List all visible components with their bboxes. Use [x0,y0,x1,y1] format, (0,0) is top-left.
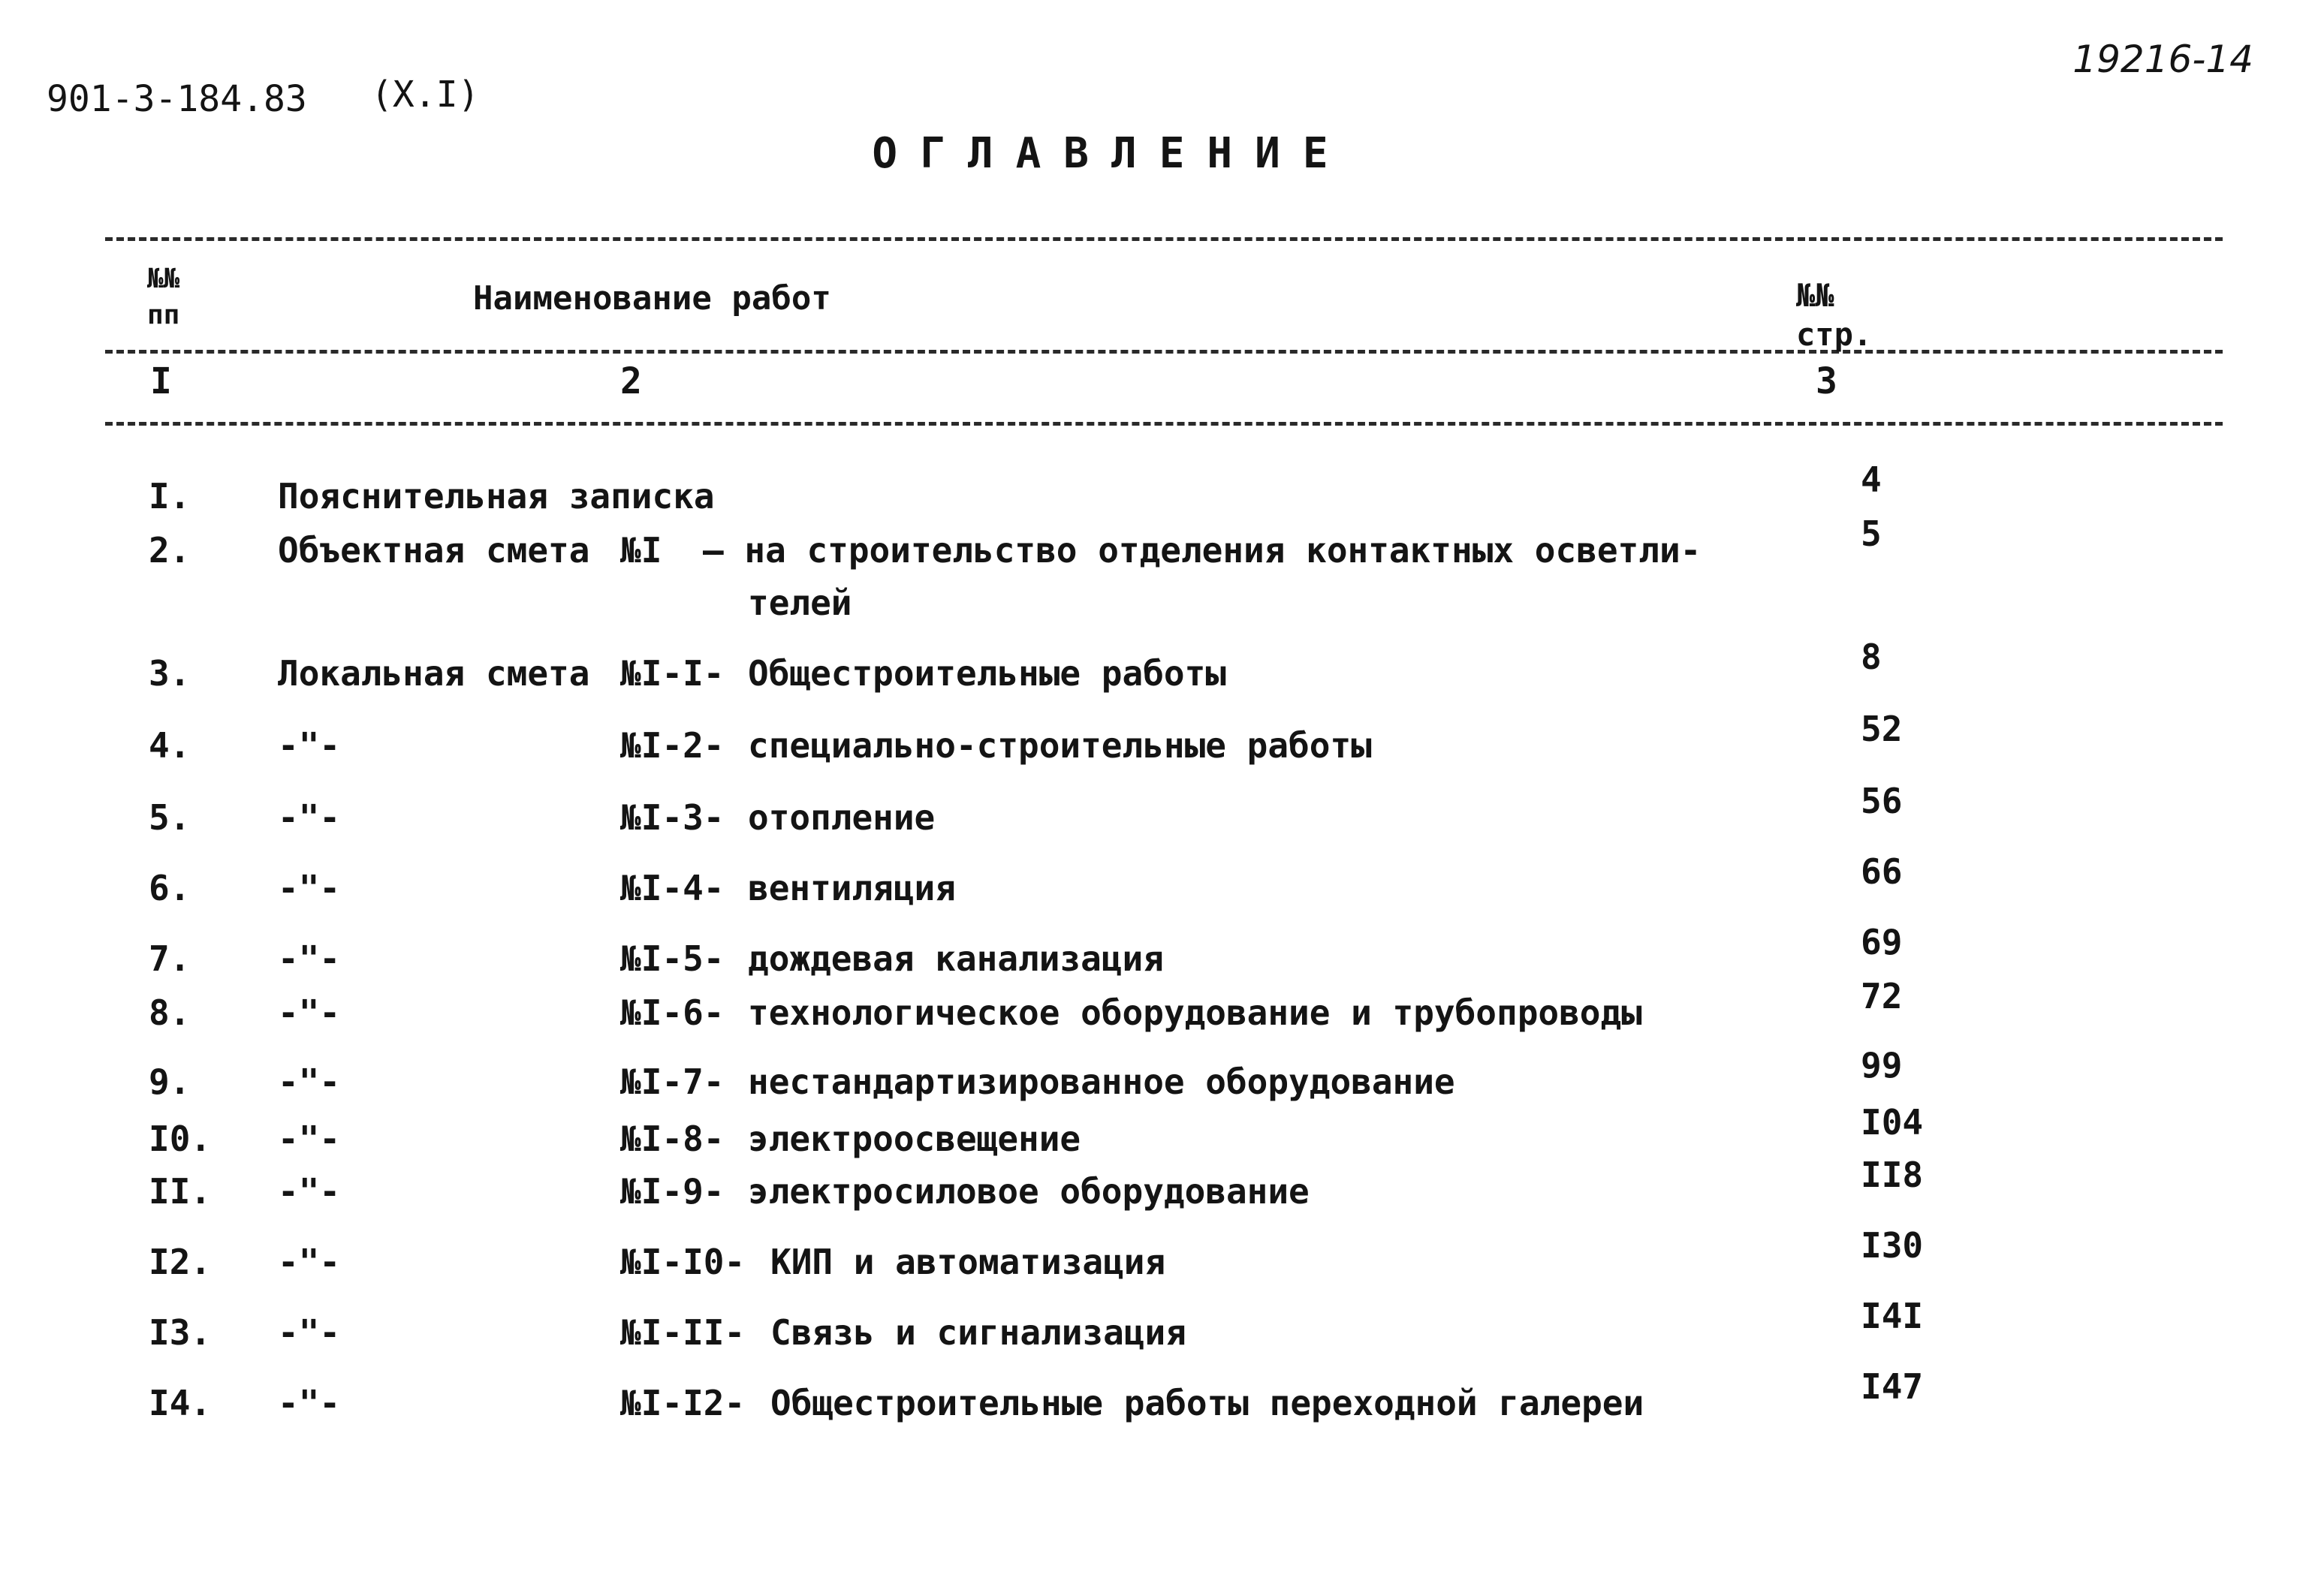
row-code: №I-7- [620,1061,725,1102]
row-name: КИП и автоматизация [770,1242,1166,1282]
row-number: 2. [149,530,191,571]
column-number-1: I [150,360,172,402]
row-kind: -"- [278,1061,341,1102]
row-kind: -"- [278,1383,341,1423]
row-kind: Объектная смета [278,530,590,571]
row-page: I04 [1861,1102,1924,1143]
row-code: №I-8- [620,1119,725,1159]
row-name: электросиловое оборудование [748,1171,1310,1212]
row-code: №I-2- [620,725,725,766]
row-page: 56 [1861,781,1903,821]
row-name: вентиляция [748,868,956,908]
row-name: технологическое оборудование и трубопроводы [748,992,1642,1033]
row-code: №I-4- [620,868,725,908]
row-page: I30 [1861,1225,1924,1266]
row-number: 9. [149,1061,191,1102]
row-kind: -"- [278,1119,341,1159]
row-kind: -"- [278,868,341,908]
row-kind: -"- [278,1242,341,1282]
row-name: Общестроительные работы [748,653,1226,694]
row-page: 8 [1861,637,1882,677]
row-kind: -"- [278,1171,341,1212]
row-code: №I-5- [620,938,725,979]
row-number: 6. [149,868,191,908]
header-page [1796,276,1872,354]
row-name: Связь и сигнализация [770,1312,1186,1353]
row-page: 99 [1861,1045,1903,1086]
row-page: I4I [1861,1296,1924,1336]
row-page: 66 [1861,851,1903,892]
header-number [147,261,179,333]
row-code: №I-6- [620,992,725,1033]
header-work-name: Наименование работ [473,279,831,318]
row-page: I47 [1861,1366,1924,1407]
row-kind: -"- [278,938,341,979]
row-number: I2. [149,1242,212,1282]
table-colnum-rule [105,422,2223,426]
row-number: 5. [149,797,191,838]
row-number: II. [149,1171,212,1212]
row-name: дождевая канализация [748,938,1164,979]
row-code: №I-II- [620,1312,746,1353]
row-code: №I-I0- [620,1242,746,1282]
row-code: №I [620,530,662,571]
row-name: специально-строительные работы [748,725,1372,766]
row-name: нестандартизированное оборудование [748,1061,1455,1102]
inventory-number: 19216-14 [2072,38,2253,81]
row-number: I3. [149,1312,212,1353]
row-page: 5 [1861,513,1882,554]
row-code: №I-3- [620,797,725,838]
row-kind: -"- [278,797,341,838]
row-name: электроосвещение [748,1119,1081,1159]
row-name: Общестроительные работы переходной галереи [770,1383,1644,1423]
column-number-2: 2 [620,360,642,402]
row-kind: -"- [278,725,341,766]
row-number: 7. [149,938,191,979]
row-code: №I-9- [620,1171,725,1212]
header-number-line1: №№ [147,263,180,294]
row-kind: -"- [278,992,341,1033]
row-number: I. [149,476,191,516]
row-page: 52 [1861,709,1903,749]
header-page-line2: стр. [1796,316,1873,353]
row-number: I0. [149,1119,212,1159]
row-code: №I-I- [620,653,725,694]
row-number: 4. [149,725,191,766]
document-code: 901-3-184.83 [47,78,307,120]
row-kind: Локальная смета [278,653,590,694]
row-number: I4. [149,1383,212,1423]
row-kind: -"- [278,1312,341,1353]
row-number: 8. [149,992,191,1033]
row-page: 72 [1861,976,1903,1016]
row-code: №I-I2- [620,1383,746,1423]
row-kind: Пояснительная записка [278,476,715,516]
sheet-label: (X.I) [371,74,480,116]
header-page-line1: №№ [1796,277,1834,314]
row-page: 4 [1861,459,1882,500]
row-page: II8 [1861,1155,1924,1195]
row-name: – на строительство отделения контактных осветли- [703,530,1702,571]
page-title: ОГЛАВЛЕНИЕ [872,129,1351,178]
header-number-line2: пп [147,300,180,330]
row-name-continuation: телей [748,583,852,623]
table-top-rule [105,237,2223,241]
row-number: 3. [149,653,191,694]
table-header-rule [105,350,2223,354]
column-number-3: 3 [1816,360,1837,402]
row-page: 69 [1861,922,1903,962]
row-name: отопление [748,797,936,838]
